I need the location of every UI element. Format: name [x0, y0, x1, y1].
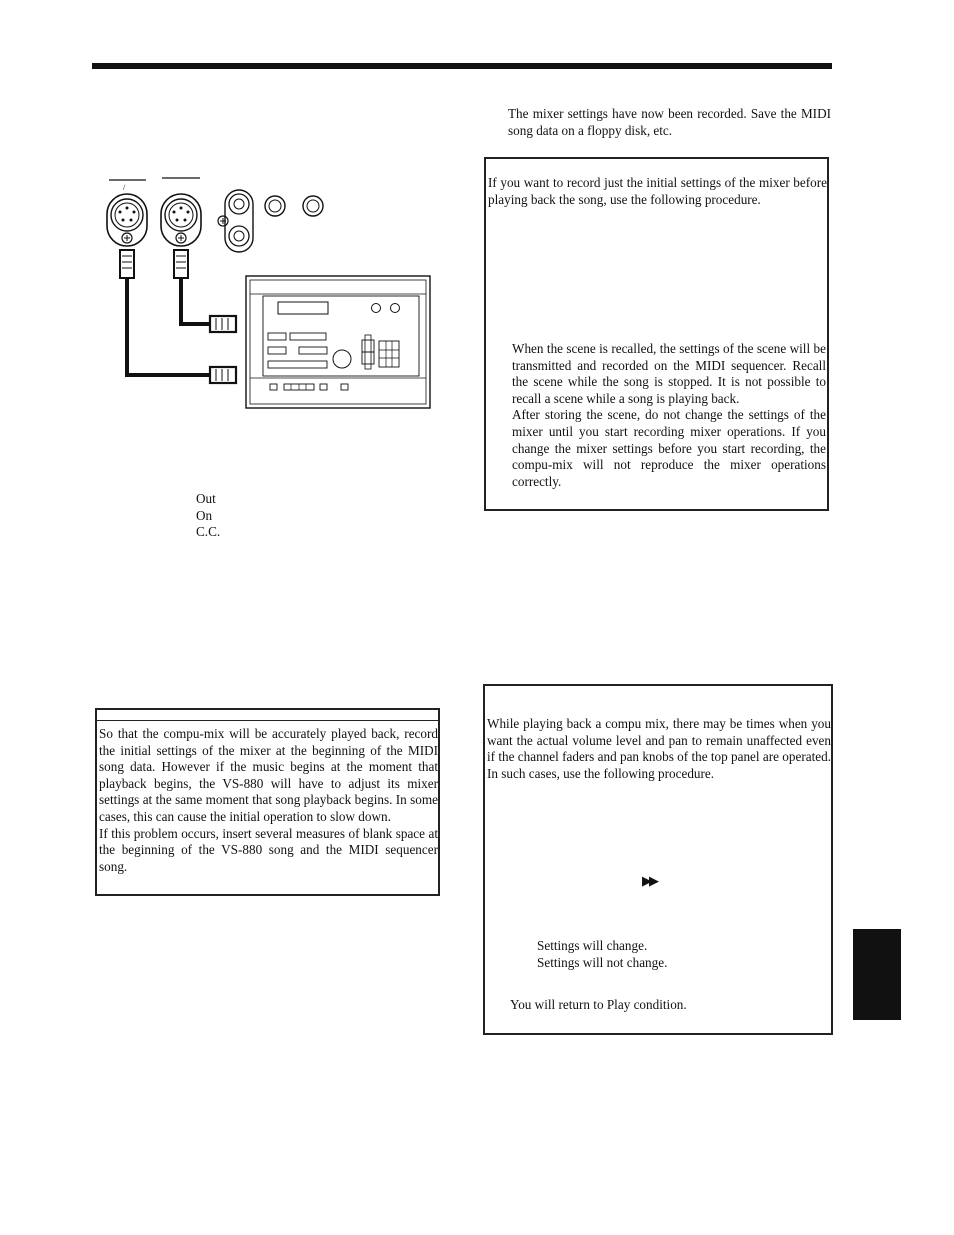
midi-cable-upper [181, 278, 210, 324]
audio-jacks-icon [218, 190, 323, 252]
settings-list [196, 491, 296, 541]
fast-forward-icon: ▶▶ [642, 874, 656, 889]
option-settings-no-change: Settings will not change. [537, 954, 668, 970]
midi-label-slash: / [123, 183, 126, 192]
scene-note-intro: If you want to record just the initial settings of the mixer before playing back the song, use the following procedure. [488, 175, 827, 207]
top-rule [92, 63, 832, 69]
device-plug-icon [210, 316, 236, 383]
scene-note-box [484, 157, 829, 511]
setting-out: Out [196, 491, 216, 506]
midi-in-port-icon [107, 194, 147, 246]
setting-cc: C.C. [196, 524, 221, 540]
compu-mix-note-paragraph-2: If this problem occurs, insert several measures of blank space at the beginning of the VS-880 song and the MIDI sequencer song. [99, 825, 438, 874]
playback-note-box [483, 684, 833, 1035]
midi-out-port-icon [161, 194, 201, 246]
midi-sequencer-device-icon [246, 276, 430, 408]
compu-mix-note-paragraph-1: So that the compu-mix will be accurately played back, record the initial settings of the mixer at the beginning of the MIDI song data. However if the music begins at the moment that playback begins, the VS-880 will have to adjust its mixer settings at the same moment that song playback begins. In some cases, this can cause the initial operation to slow down. [99, 726, 438, 824]
scene-note-recall: When the scene is recalled, the settings of the scene will be transmitted and recorded on the MIDI sequencer. Recall the scene while the song is stopped. It is not possible to recall a scene while a song is playing back. [512, 341, 826, 406]
compu-mix-note-box [95, 708, 440, 896]
midi-cable-lower [127, 278, 210, 375]
return-play-text: You will return to Play condition. [510, 997, 687, 1012]
setting-on: On [196, 507, 213, 523]
option-settings-change: Settings will change. [537, 938, 648, 953]
chapter-side-tab [853, 929, 901, 1020]
intro-text [508, 106, 831, 139]
playback-note-paragraph: While playing back a compu mix, there may be times when you want the actual volume level and pan to remain unaffected even if the channel faders and pan knobs of the top panel are operated. In such cases, use the following procedure. [487, 716, 831, 781]
intro-paragraph: The mixer settings have now been recorded. Save the MIDI song data on a floppy disk, etc. [508, 106, 831, 138]
midi-connection-diagram [100, 170, 435, 415]
midi-plug-icon [120, 250, 188, 278]
scene-note-storing: After storing the scene, do not change the settings of the mixer until you start recording mixer operations. If you change the mixer settings before you start recording, the compu-mix will not reproduce the mixer operations correctly. [512, 407, 826, 489]
note-box-header-rule [97, 710, 438, 721]
